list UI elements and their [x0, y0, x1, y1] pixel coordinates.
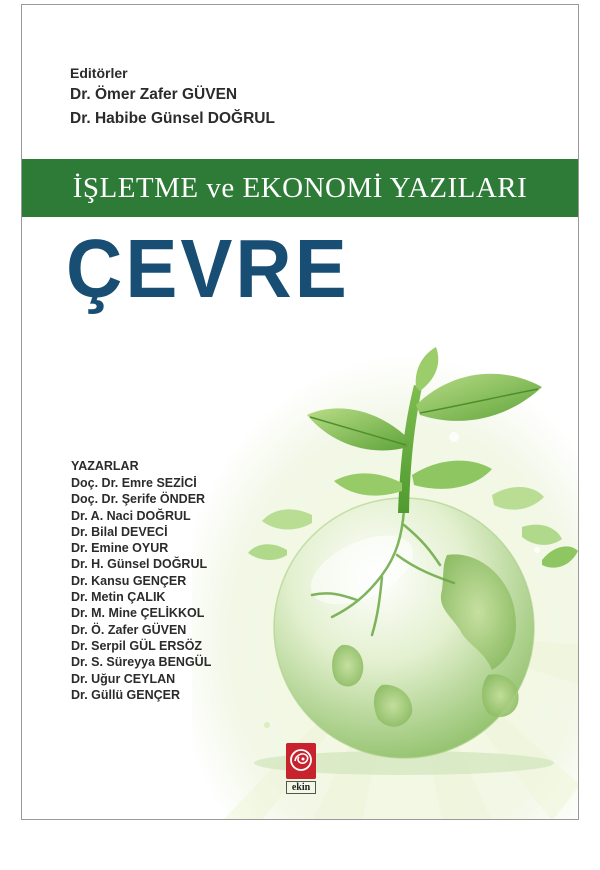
authors-block [71, 458, 211, 703]
author-name: Dr. H. Günsel DOĞRUL [71, 557, 208, 572]
author-name: Dr. A. Naci DOĞRUL [71, 508, 191, 523]
author-name: Dr. Güllü GENÇER [71, 687, 181, 702]
author-name: Dr. Uğur CEYLAN [71, 671, 176, 686]
author-name: Dr. Ö. Zafer GÜVEN [71, 622, 187, 637]
globe-with-sprout-illustration [192, 345, 579, 820]
author-name: Dr. Metin ÇALIK [71, 590, 166, 605]
editor-name: Dr. Habibe Günsel DOĞRUL [70, 110, 275, 127]
editors-block [70, 63, 275, 131]
editors-label: Editörler [70, 65, 128, 81]
book-title: ÇEVRE [66, 221, 350, 315]
book-cover [21, 4, 579, 820]
author-name: Dr. M. Mine ÇELİKKOL [71, 606, 205, 621]
editor-name: Dr. Ömer Zafer GÜVEN [70, 86, 238, 103]
author-name: Dr. Serpil GÜL ERSÖZ [71, 638, 203, 653]
author-name: Dr. Kansu GENÇER [71, 573, 187, 588]
author-name: Doç. Dr. Emre SEZİCİ [71, 476, 197, 490]
author-name: Dr. Emine OYUR [71, 541, 169, 556]
author-name: Dr. S. Süreyya BENGÜL [71, 655, 212, 670]
author-name: Doç. Dr. Şerife ÖNDER [71, 492, 206, 507]
publisher-logo-icon [286, 743, 316, 779]
authors-label: YAZARLAR [71, 459, 139, 473]
publisher-logo [286, 743, 316, 795]
series-band [22, 159, 578, 217]
series-title: İŞLETME ve EKONOMİ YAZILARI [72, 171, 528, 204]
publisher-name: ekin [286, 781, 316, 794]
author-name: Dr. Bilal DEVECİ [71, 524, 168, 539]
